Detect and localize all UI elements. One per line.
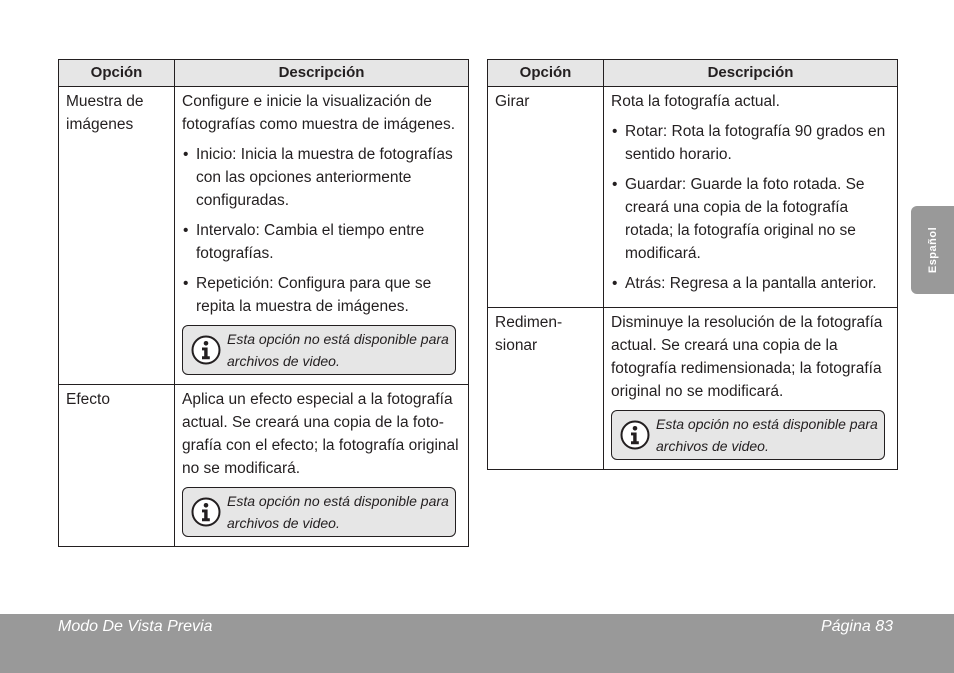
note-text: Esta opción no está disponible para archivos de video. <box>227 331 449 369</box>
description-intro: Configure e inicie la visualización de fotografías como muestra de imágenes. <box>182 93 456 133</box>
table-row <box>488 87 898 308</box>
bullet-list <box>611 120 891 295</box>
bullet-item: • Inicio: Inicia la muestra de fotografías con las opciones anteriormente configuradas. <box>182 143 462 212</box>
bullet-item: • Repetición: Configura para que se repita la muestra de imágenes. <box>182 272 462 318</box>
option-name: Muestra de imágenes <box>59 87 175 385</box>
note-box <box>182 325 456 375</box>
language-tab-label: Español <box>926 226 939 274</box>
options-table-left <box>58 59 469 547</box>
bullet-item: • Atrás: Regresa a la pantalla anterior. <box>611 272 891 295</box>
header-description: Descripción <box>175 60 469 87</box>
option-description <box>604 308 898 470</box>
info-icon <box>620 420 650 450</box>
option-name: Efecto <box>59 385 175 547</box>
note-box <box>182 487 456 537</box>
note-box <box>611 410 885 460</box>
option-description <box>175 87 469 385</box>
note-text: Esta opción no está disponible para archivos de video. <box>227 493 449 531</box>
description-intro: Disminuye la resolución de la fotografía actual. Se creará una copia de la fotografía redimensionada; la fotografía original no se modificará. <box>611 314 883 400</box>
option-name: Girar <box>488 87 604 308</box>
page-number: Página 83 <box>820 618 893 635</box>
option-description <box>175 385 469 547</box>
table-row <box>59 87 469 385</box>
options-table-right <box>487 59 898 470</box>
language-tab <box>911 206 954 294</box>
option-description <box>604 87 898 308</box>
table-header-row <box>488 60 898 87</box>
bullet-list <box>182 143 462 318</box>
info-icon <box>191 497 221 527</box>
table-header-row <box>59 60 469 87</box>
bullet-item: • Rotar: Rota la fotografía 90 grados en sentido horario. <box>611 120 891 166</box>
header-description: Descripción <box>604 60 898 87</box>
bullet-item: • Guardar: Guarde la foto rotada. Se creará una copia de la fotografía rotada; la fotografía original no se modificará. <box>611 173 891 265</box>
table-row <box>488 308 898 470</box>
option-name: Redimen-sionar <box>488 308 604 470</box>
bullet-item: • Intervalo: Cambia el tiempo entre fotografías. <box>182 219 462 265</box>
info-icon <box>191 335 221 365</box>
description-intro: Aplica un efecto especial a la fotografía actual. Se creará una copia de la foto-grafía con el efecto; la fotografía original no se modificará. <box>182 391 459 477</box>
description-intro: Rota la fotografía actual. <box>611 93 780 110</box>
header-option: Opción <box>488 60 604 87</box>
header-option: Opción <box>59 60 175 87</box>
table-row <box>59 385 469 547</box>
section-title: Modo De Vista Previa <box>58 618 213 635</box>
note-text: Esta opción no está disponible para archivos de video. <box>656 416 878 454</box>
page-footer <box>0 614 954 673</box>
